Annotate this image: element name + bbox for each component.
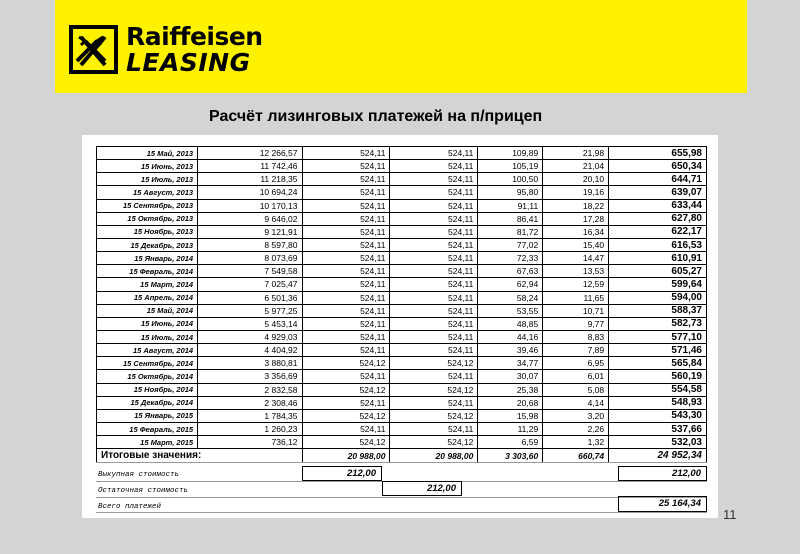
table-row	[97, 265, 707, 278]
row-date: 15 Июль, 2014	[97, 330, 198, 343]
row-principal: 524,11	[302, 238, 390, 251]
row-principal-repeat: 524,11	[390, 304, 478, 317]
table-row	[97, 199, 707, 212]
row-tax: 6,01	[543, 370, 609, 383]
row-principal: 524,12	[302, 383, 390, 396]
row-date: 15 Февраль, 2014	[97, 265, 198, 278]
buyout-label: Выкупная стоимость	[98, 471, 180, 479]
row-date: 15 Октябрь, 2014	[97, 370, 198, 383]
row-balance: 3 880,81	[198, 357, 302, 370]
table-row	[97, 147, 707, 160]
row-date: 15 Ноябрь, 2013	[97, 225, 198, 238]
row-balance: 6 501,36	[198, 291, 302, 304]
all-payments-value: 25 164,34	[618, 496, 707, 512]
row-tax: 4,14	[543, 396, 609, 409]
row-balance: 9 646,02	[198, 212, 302, 225]
row-tax: 21,04	[543, 160, 609, 173]
row-interest: 39,46	[478, 344, 543, 357]
summary-label: Итоговые значения:	[97, 449, 303, 463]
row-tax: 9,77	[543, 317, 609, 330]
row-tax: 19,16	[543, 186, 609, 199]
row-date: 15 Август, 2014	[97, 344, 198, 357]
row-date: 15 Октябрь, 2013	[97, 212, 198, 225]
summary-row	[97, 449, 707, 463]
row-date: 15 Июнь, 2013	[97, 160, 198, 173]
row-total: 639,07	[609, 186, 707, 199]
row-principal-repeat: 524,11	[390, 317, 478, 330]
row-balance: 7 549,58	[198, 265, 302, 278]
row-interest: 34,77	[478, 357, 543, 370]
row-total: 627,80	[609, 212, 707, 225]
row-total: 605,27	[609, 265, 707, 278]
table-row	[97, 330, 707, 343]
row-principal: 524,11	[302, 370, 390, 383]
row-total: 650,34	[609, 160, 707, 173]
row-balance: 10 694,24	[198, 186, 302, 199]
row-date: 15 Сентябрь, 2013	[97, 199, 198, 212]
table-row	[97, 252, 707, 265]
row-total: 548,93	[609, 396, 707, 409]
row-interest: 91,11	[478, 199, 543, 212]
row-total: 532,03	[609, 436, 707, 449]
table-row	[97, 160, 707, 173]
row-date: 15 Май, 2013	[97, 147, 198, 160]
row-tax: 7,89	[543, 344, 609, 357]
row-date: 15 Май, 2014	[97, 304, 198, 317]
row-principal: 524,11	[302, 173, 390, 186]
table-row	[97, 396, 707, 409]
row-principal: 524,12	[302, 357, 390, 370]
row-principal-repeat: 524,11	[390, 265, 478, 278]
row-tax: 13,53	[543, 265, 609, 278]
row-total: 644,71	[609, 173, 707, 186]
row-balance: 3 356,69	[198, 370, 302, 383]
row-interest: 100,50	[478, 173, 543, 186]
row-balance: 736,12	[198, 436, 302, 449]
row-principal: 524,11	[302, 278, 390, 291]
row-principal-repeat: 524,11	[390, 278, 478, 291]
row-tax: 16,34	[543, 225, 609, 238]
row-principal-repeat: 524,11	[390, 212, 478, 225]
table-row	[97, 422, 707, 435]
row-tax: 2,26	[543, 422, 609, 435]
row-balance: 5 453,14	[198, 317, 302, 330]
row-balance: 5 977,25	[198, 304, 302, 317]
summary-c6: 660,74	[543, 449, 609, 463]
row-interest: 62,94	[478, 278, 543, 291]
row-principal-repeat: 524,11	[390, 173, 478, 186]
row-principal-repeat: 524,11	[390, 147, 478, 160]
row-principal-repeat: 524,12	[390, 436, 478, 449]
crossed-horses-logo-icon	[69, 25, 118, 74]
row-total: 616,53	[609, 238, 707, 251]
row-interest: 86,41	[478, 212, 543, 225]
row-balance: 2 308,46	[198, 396, 302, 409]
divider	[96, 462, 707, 463]
table-row	[97, 278, 707, 291]
row-balance: 2 832,58	[198, 383, 302, 396]
row-tax: 8,83	[543, 330, 609, 343]
row-total: 594,00	[609, 291, 707, 304]
raiffeisen-logo	[69, 24, 263, 75]
brand-subtitle: LEASING	[126, 48, 251, 77]
row-principal: 524,11	[302, 186, 390, 199]
row-interest: 11,29	[478, 422, 543, 435]
row-principal: 524,11	[302, 304, 390, 317]
page-title: Расчёт лизинговых платежей на п/прицеп	[209, 108, 543, 125]
row-total: 599,64	[609, 278, 707, 291]
row-tax: 3,20	[543, 409, 609, 422]
table-row	[97, 409, 707, 422]
row-interest: 109,89	[478, 147, 543, 160]
row-interest: 95,80	[478, 186, 543, 199]
table-row	[97, 370, 707, 383]
row-date: 15 Ноябрь, 2014	[97, 383, 198, 396]
summary-c4: 20 988,00	[390, 449, 478, 463]
buyout-value: 212,00	[302, 466, 382, 481]
row-principal-repeat: 524,11	[390, 344, 478, 357]
table-row	[97, 357, 707, 370]
payment-sheet	[82, 135, 718, 518]
row-principal-repeat: 524,11	[390, 199, 478, 212]
row-tax: 15,40	[543, 238, 609, 251]
row-tax: 21,98	[543, 147, 609, 160]
table-row	[97, 186, 707, 199]
row-date: 15 Декабрь, 2013	[97, 238, 198, 251]
table-row	[97, 344, 707, 357]
row-interest: 81,72	[478, 225, 543, 238]
row-tax: 17,28	[543, 212, 609, 225]
brand-name: Raiffeisen	[126, 22, 263, 51]
all-payments-label: Всего платежей	[98, 503, 162, 511]
row-tax: 6,95	[543, 357, 609, 370]
row-date: 15 Июль, 2013	[97, 173, 198, 186]
row-principal: 524,11	[302, 317, 390, 330]
row-date: 15 Апрель, 2014	[97, 291, 198, 304]
row-principal-repeat: 524,12	[390, 409, 478, 422]
row-tax: 14,47	[543, 252, 609, 265]
row-interest: 105,19	[478, 160, 543, 173]
row-balance: 11 742,46	[198, 160, 302, 173]
row-balance: 12 266,57	[198, 147, 302, 160]
table-row	[97, 383, 707, 396]
row-total: 560,19	[609, 370, 707, 383]
page-number: 11	[723, 507, 737, 522]
row-balance: 1 784,35	[198, 409, 302, 422]
row-principal: 524,11	[302, 160, 390, 173]
row-total: 622,17	[609, 225, 707, 238]
row-principal: 524,11	[302, 199, 390, 212]
row-principal-repeat: 524,11	[390, 396, 478, 409]
row-principal: 524,11	[302, 212, 390, 225]
row-date: 15 Март, 2014	[97, 278, 198, 291]
row-principal-repeat: 524,11	[390, 225, 478, 238]
row-date: 15 Август, 2013	[97, 186, 198, 199]
row-interest: 77,02	[478, 238, 543, 251]
row-principal: 524,11	[302, 147, 390, 160]
table-row	[97, 436, 707, 449]
row-interest: 15,98	[478, 409, 543, 422]
row-total: 537,66	[609, 422, 707, 435]
row-balance: 4 404,92	[198, 344, 302, 357]
row-date: 15 Июнь, 2014	[97, 317, 198, 330]
row-total: 588,37	[609, 304, 707, 317]
row-balance: 8 597,80	[198, 238, 302, 251]
row-principal: 524,11	[302, 344, 390, 357]
row-date: 15 Январь, 2014	[97, 252, 198, 265]
summary-c3: 20 988,00	[302, 449, 390, 463]
divider	[96, 512, 707, 513]
brand-banner	[55, 0, 747, 93]
row-principal: 524,11	[302, 291, 390, 304]
row-date: 15 Декабрь, 2014	[97, 396, 198, 409]
residual-label: Остаточная стоимость	[98, 487, 189, 495]
payment-table	[96, 146, 707, 463]
row-principal: 524,11	[302, 252, 390, 265]
row-date: 15 Февраль, 2015	[97, 422, 198, 435]
row-interest: 48,85	[478, 317, 543, 330]
row-tax: 18,22	[543, 199, 609, 212]
row-tax: 1,32	[543, 436, 609, 449]
row-interest: 6,59	[478, 436, 543, 449]
row-principal: 524,11	[302, 265, 390, 278]
row-principal-repeat: 524,12	[390, 357, 478, 370]
row-balance: 10 170,13	[198, 199, 302, 212]
row-principal: 524,12	[302, 409, 390, 422]
table-row	[97, 291, 707, 304]
row-total: 577,10	[609, 330, 707, 343]
row-principal-repeat: 524,11	[390, 238, 478, 251]
divider	[96, 497, 707, 498]
row-total: 633,44	[609, 199, 707, 212]
row-principal: 524,11	[302, 225, 390, 238]
row-tax: 10,71	[543, 304, 609, 317]
row-balance: 7 025,47	[198, 278, 302, 291]
table-row	[97, 225, 707, 238]
row-principal: 524,11	[302, 422, 390, 435]
summary-total: 24 952,34	[609, 449, 707, 463]
table-row	[97, 212, 707, 225]
row-interest: 72,33	[478, 252, 543, 265]
row-date: 15 Март, 2015	[97, 436, 198, 449]
row-interest: 53,55	[478, 304, 543, 317]
row-balance: 9 121,91	[198, 225, 302, 238]
row-total: 565,84	[609, 357, 707, 370]
row-tax: 11,65	[543, 291, 609, 304]
row-balance: 8 073,69	[198, 252, 302, 265]
row-interest: 30,07	[478, 370, 543, 383]
residual-value: 212,00	[382, 481, 462, 496]
row-balance: 1 260,23	[198, 422, 302, 435]
row-total: 571,46	[609, 344, 707, 357]
row-principal: 524,12	[302, 436, 390, 449]
row-total: 655,98	[609, 147, 707, 160]
row-principal: 524,11	[302, 396, 390, 409]
row-principal-repeat: 524,11	[390, 186, 478, 199]
row-principal: 524,11	[302, 330, 390, 343]
row-total: 582,73	[609, 317, 707, 330]
row-principal-repeat: 524,11	[390, 291, 478, 304]
row-principal-repeat: 524,11	[390, 422, 478, 435]
row-date: 15 Январь, 2015	[97, 409, 198, 422]
table-row	[97, 173, 707, 186]
row-balance: 4 929,03	[198, 330, 302, 343]
row-principal-repeat: 524,11	[390, 370, 478, 383]
row-interest: 67,63	[478, 265, 543, 278]
row-balance: 11 218,35	[198, 173, 302, 186]
row-interest: 20,68	[478, 396, 543, 409]
row-tax: 12,59	[543, 278, 609, 291]
row-interest: 44,16	[478, 330, 543, 343]
row-total: 554,58	[609, 383, 707, 396]
row-principal-repeat: 524,11	[390, 160, 478, 173]
row-date: 15 Сентябрь, 2014	[97, 357, 198, 370]
table-row	[97, 238, 707, 251]
summary-c5: 3 303,60	[478, 449, 543, 463]
table-row	[97, 304, 707, 317]
table-row	[97, 317, 707, 330]
row-total: 543,30	[609, 409, 707, 422]
buyout-total: 212,00	[618, 466, 707, 481]
row-principal-repeat: 524,12	[390, 383, 478, 396]
row-interest: 58,24	[478, 291, 543, 304]
row-total: 610,91	[609, 252, 707, 265]
row-interest: 25,38	[478, 383, 543, 396]
row-principal-repeat: 524,11	[390, 252, 478, 265]
row-principal-repeat: 524,11	[390, 330, 478, 343]
row-tax: 5,08	[543, 383, 609, 396]
row-tax: 20,10	[543, 173, 609, 186]
